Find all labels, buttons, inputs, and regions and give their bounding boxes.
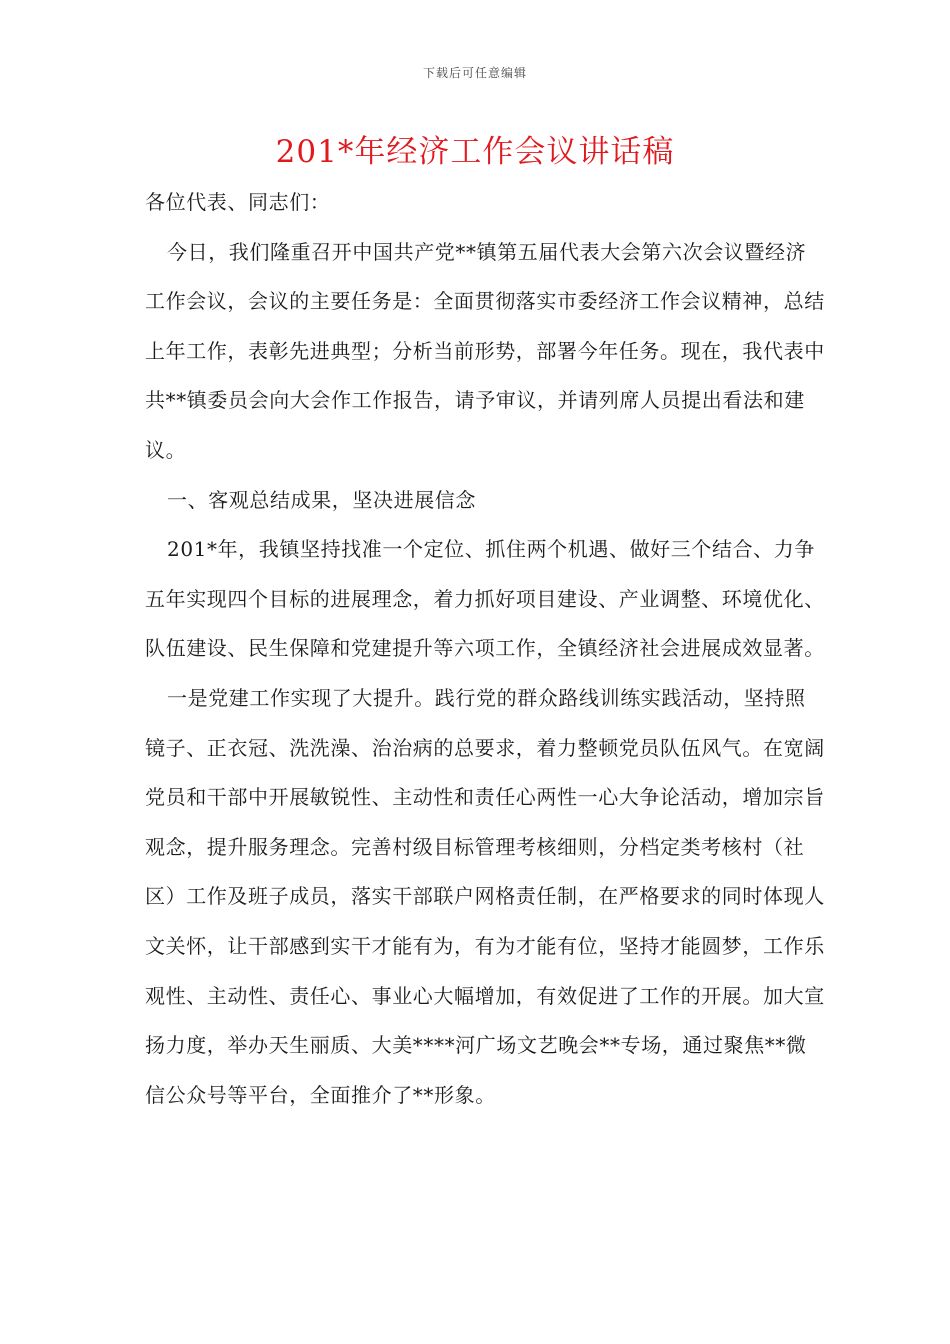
paragraph-party-building: 一是党建工作实现了大提升。践行党的群众路线训练实践活动，坚持照镜子、正衣冠、洗洗澡、治治病的总要求，着力整顿党员队伍风气。在宽阔党员和干部中开展敏锐性、主动性和责任心两性一心大争论活动，增加宗旨观念，提升服务理念。完善村级目标管理考核细则，分档定类考核村（社区）工作及班子成员，落实干部联户网格责任制，在严格要求的同时体现人文关怀，让干部感到实干才能有为，有为才能有位，坚持才能圆梦，工作乐观性、主动性、责任心、事业心大幅增加，有效促进了工作的开展。加大宣扬力度，举办天生丽质、大美****河广场文艺晚会**专场，通过聚焦**微信公众号等平台，全面推介了**形象。 bbox=[145, 685, 825, 1107]
section-heading: 一、客观总结成果，坚决进展信念 bbox=[167, 487, 476, 512]
paragraph-intro: 今日，我们隆重召开中国共产党**镇第五届代表大会第六次会议暨经济工作会议，会议的主要任务是：全面贯彻落实市委经济工作会议精神，总结上年工作，表彰先进典型；分析当前形势，部署今年任务。现在，我代表中共**镇委员会向大会作工作报告，请予审议，并请列席人员提出看法和建议。 bbox=[145, 239, 825, 462]
document-body bbox=[145, 178, 825, 1120]
paragraph-summary: 201*年，我镇坚持找准一个定位、抓住两个机遇、做好三个结合、力争五年实现四个目标的进展理念，着力抓好项目建设、产业调整、环境优化、队伍建设、民生保障和党建提升等六项工作，全镇经济社会进展成效显著。 bbox=[145, 537, 825, 661]
salutation: 各位代表、同志们： bbox=[145, 190, 331, 214]
document-title: 201*年经济工作会议讲话稿 bbox=[275, 134, 675, 170]
header-note: 下载后可任意编辑 bbox=[422, 66, 527, 80]
